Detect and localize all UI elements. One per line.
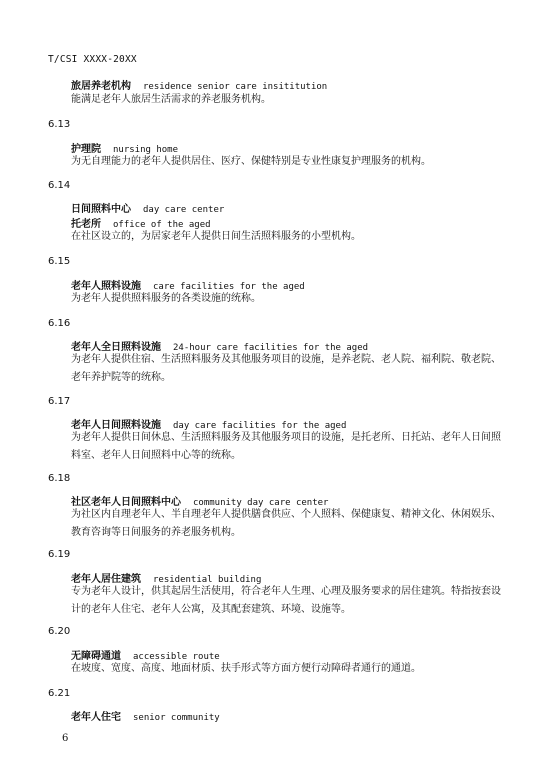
- term-chinese: 老年人照料设施: [71, 281, 141, 292]
- term-chinese: 护理院: [71, 144, 101, 155]
- term-definition: 为老年人提供住宿、生活照料服务及其他服务项目的设施，是养老院、老人院、福利院、敬老院、老年养护院等的统称。: [71, 354, 501, 383]
- term-chinese: 无障碍通道: [71, 651, 121, 662]
- term-definition: 为社区内自理老年人、半自理老年人提供膳食供应、个人照料、保健康复、精神文化、休闲娱乐、教育咨询等日间服务的养老服务机构。: [71, 509, 501, 538]
- term-english: accessible route: [133, 652, 220, 662]
- clause-number: 6.15: [48, 256, 71, 267]
- term-definition: 在坡度、宽度、高度、地面材质、扶手形式等方面方便行动障碍者通行的通道。: [71, 663, 421, 674]
- term-english: nursing home: [113, 145, 179, 155]
- term-english: residence senior care insititution: [143, 82, 328, 92]
- clause-number: 6.19: [48, 549, 71, 560]
- term-english: office of the aged: [113, 220, 211, 230]
- term-english: 24-hour care facilities for the aged: [173, 343, 369, 353]
- term-line: [71, 77, 327, 92]
- term-english: care facilities for the aged: [153, 282, 305, 292]
- term-english: community day care center: [193, 498, 329, 508]
- term-chinese: 老年人全日照料设施: [71, 342, 161, 353]
- page-number: 6: [62, 733, 69, 744]
- term-definition: 为无自理能力的老年人提供居住、医疗、保健特别是专业性康复护理服务的机构。: [71, 156, 431, 167]
- term-chinese: 老年人日间照料设施: [71, 420, 161, 431]
- clause-number: 6.17: [48, 396, 71, 407]
- term-english: day care center: [143, 205, 225, 215]
- term-definition: 为老年人提供日间休息、生活照料服务及其他服务项目的设施，是托老所、日托站、老年人日间照料室、老年人日间照料中心等的统称。: [71, 432, 501, 461]
- term-definition: 能满足老年人旅居生活需求的养老服务机构。: [71, 94, 271, 105]
- clause-number: 6.20: [48, 626, 71, 637]
- term-chinese: 老年人居住建筑: [71, 574, 141, 585]
- term-chinese: 日间照料中心: [71, 204, 131, 215]
- term-chinese: 老年人住宅: [71, 712, 121, 723]
- term-definition: 为老年人提供照料服务的各类设施的统称。: [71, 293, 261, 304]
- term-chinese: 旅居养老机构: [71, 81, 131, 92]
- term-english: day care facilities for the aged: [173, 421, 347, 431]
- clause-number: 6.13: [48, 119, 71, 130]
- document-code: T/CSI XXXX-20XX: [48, 54, 137, 65]
- term-definition: 专为老年人设计，供其起居生活使用，符合老年人生理、心理及服务要求的居住建筑。特指按套设计的老年人住宅、老年人公寓，及其配套建筑、环境、设施等。: [71, 586, 501, 615]
- term-line: [71, 708, 220, 723]
- clause-number: 6.18: [48, 473, 71, 484]
- term-definition: 在社区设立的，为居家老年人提供日间生活照料服务的小型机构。: [71, 231, 361, 242]
- term-chinese: 社区老年人日间照料中心: [71, 497, 181, 508]
- clause-number: 6.14: [48, 180, 71, 191]
- term-line: [71, 200, 224, 215]
- clause-number: 6.21: [48, 688, 71, 699]
- term-chinese: 托老所: [71, 219, 101, 230]
- term-english: residential building: [153, 575, 262, 585]
- term-english: senior community: [133, 713, 220, 723]
- clause-number: 6.16: [48, 318, 71, 329]
